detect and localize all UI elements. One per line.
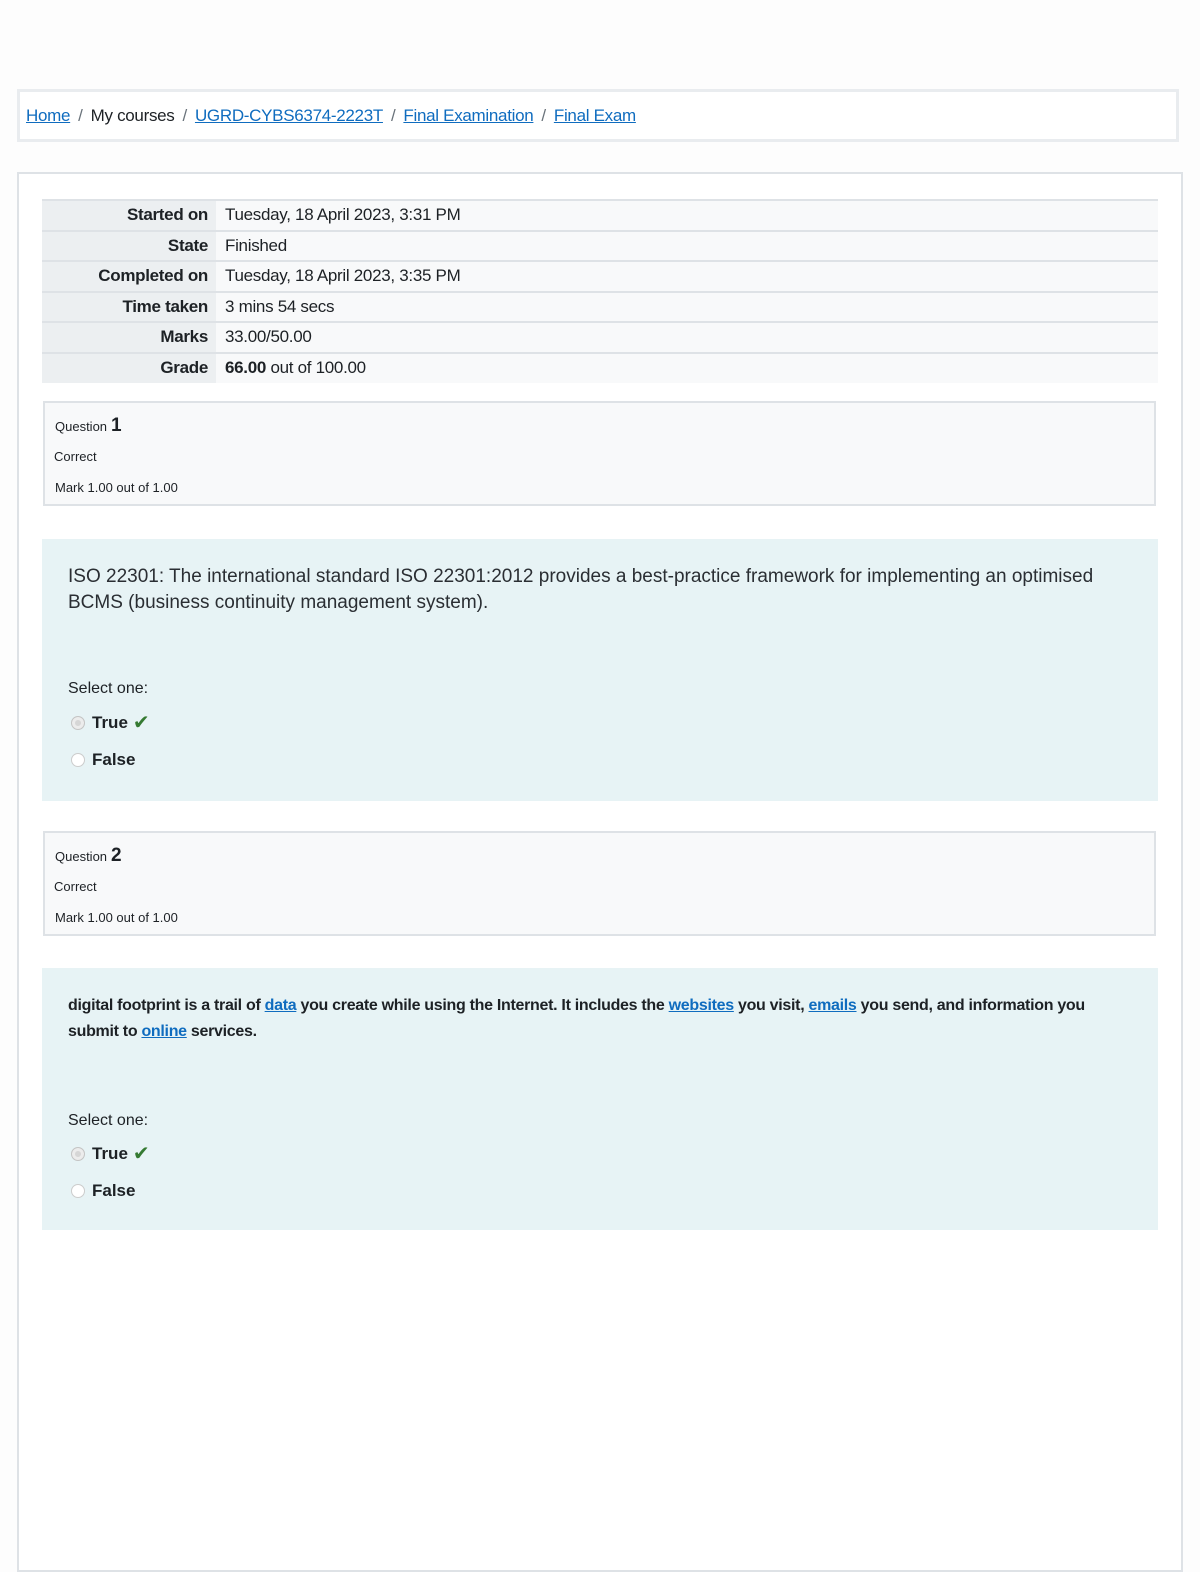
grade-value: 66.00 — [225, 358, 267, 378]
question-text-part: you visit, — [733, 997, 809, 1014]
link-emails[interactable]: emails — [808, 997, 857, 1014]
radio-true[interactable] — [71, 1147, 85, 1161]
question-mark: Mark 1.00 out of 1.00 — [55, 910, 178, 925]
breadcrumb-separator: / — [182, 106, 187, 125]
question-state: Correct — [54, 449, 97, 464]
question-formulation-1 — [42, 539, 1158, 801]
breadcrumb-section-link[interactable]: Final Examination — [403, 106, 534, 125]
answer-label: False — [92, 1181, 136, 1200]
check-icon: ✔ — [132, 712, 150, 734]
summary-label: Grade — [42, 353, 216, 384]
summary-label: Started on — [42, 200, 216, 231]
question-text-part: you create while using the Internet. It includes the — [296, 997, 669, 1014]
breadcrumb-home-link[interactable]: Home — [26, 106, 71, 125]
answer-option-false[interactable] — [71, 1181, 135, 1201]
question-text — [68, 993, 1138, 1045]
summary-row — [42, 322, 1158, 353]
summary-value: Tuesday, 18 April 2023, 3:35 PM — [216, 261, 1158, 292]
answer-option-true[interactable] — [71, 713, 150, 733]
question-text-part: digital footprint is a trail of — [68, 997, 265, 1014]
question-number — [55, 415, 122, 437]
summary-value: 3 mins 54 secs — [216, 292, 1158, 323]
question-text-part: you send, and information you submit to — [68, 997, 1085, 1040]
answer-label: True — [92, 1144, 128, 1163]
breadcrumb-my-courses: My courses — [90, 106, 175, 125]
breadcrumb — [26, 106, 636, 126]
summary-label: Completed on — [42, 261, 216, 292]
question-number — [55, 845, 122, 867]
check-icon: ✔ — [132, 1143, 150, 1165]
question-number-value: 2 — [111, 845, 122, 866]
breadcrumb-separator: / — [541, 106, 546, 125]
answer-label: False — [92, 750, 136, 769]
answer-option-true[interactable] — [71, 1144, 150, 1164]
summary-row — [42, 353, 1158, 384]
question-text-part: services. — [186, 1023, 257, 1040]
summary-value: Finished — [216, 231, 1158, 262]
summary-label: State — [42, 231, 216, 262]
answer-option-false[interactable] — [71, 750, 135, 770]
question-label: Question — [55, 849, 108, 864]
breadcrumb-course-link[interactable]: UGRD-CYBS6374-2223T — [194, 106, 383, 125]
breadcrumb-separator: / — [78, 106, 83, 125]
breadcrumb-bar — [17, 89, 1179, 142]
link-websites[interactable]: websites — [668, 997, 734, 1014]
breadcrumb-quiz-link[interactable]: Final Exam — [553, 106, 636, 125]
question-mark: Mark 1.00 out of 1.00 — [55, 480, 178, 495]
summary-row — [42, 231, 1158, 262]
summary-row — [42, 200, 1158, 231]
question-info-1 — [43, 401, 1156, 506]
link-data[interactable]: data — [264, 997, 297, 1014]
radio-false[interactable] — [71, 1184, 85, 1198]
radio-false[interactable] — [71, 753, 85, 767]
question-text: ISO 22301: The international standard ISO 22301:2012 provides a best-practice framework for implementing an optimised BCMS (business continuity management system). — [68, 566, 1094, 613]
summary-value: 33.00/50.00 — [216, 322, 1158, 353]
question-info-2 — [43, 831, 1156, 936]
summary-value — [216, 353, 1158, 384]
question-label: Question — [55, 419, 108, 434]
select-one-prompt: Select one: — [68, 680, 149, 697]
summary-row — [42, 292, 1158, 323]
attempt-summary-table — [42, 199, 1158, 383]
question-state: Correct — [54, 879, 97, 894]
summary-label: Time taken — [42, 292, 216, 323]
link-online[interactable]: online — [141, 1023, 187, 1040]
summary-row — [42, 261, 1158, 292]
summary-value: Tuesday, 18 April 2023, 3:31 PM — [216, 200, 1158, 231]
question-formulation-2 — [42, 968, 1158, 1230]
summary-label: Marks — [42, 322, 216, 353]
select-one-prompt: Select one: — [68, 1112, 149, 1129]
answer-label: True — [92, 713, 128, 732]
radio-true[interactable] — [71, 716, 85, 730]
breadcrumb-separator: / — [390, 106, 396, 125]
question-number-value: 1 — [111, 415, 122, 436]
grade-out-of: out of 100.00 — [266, 358, 366, 378]
